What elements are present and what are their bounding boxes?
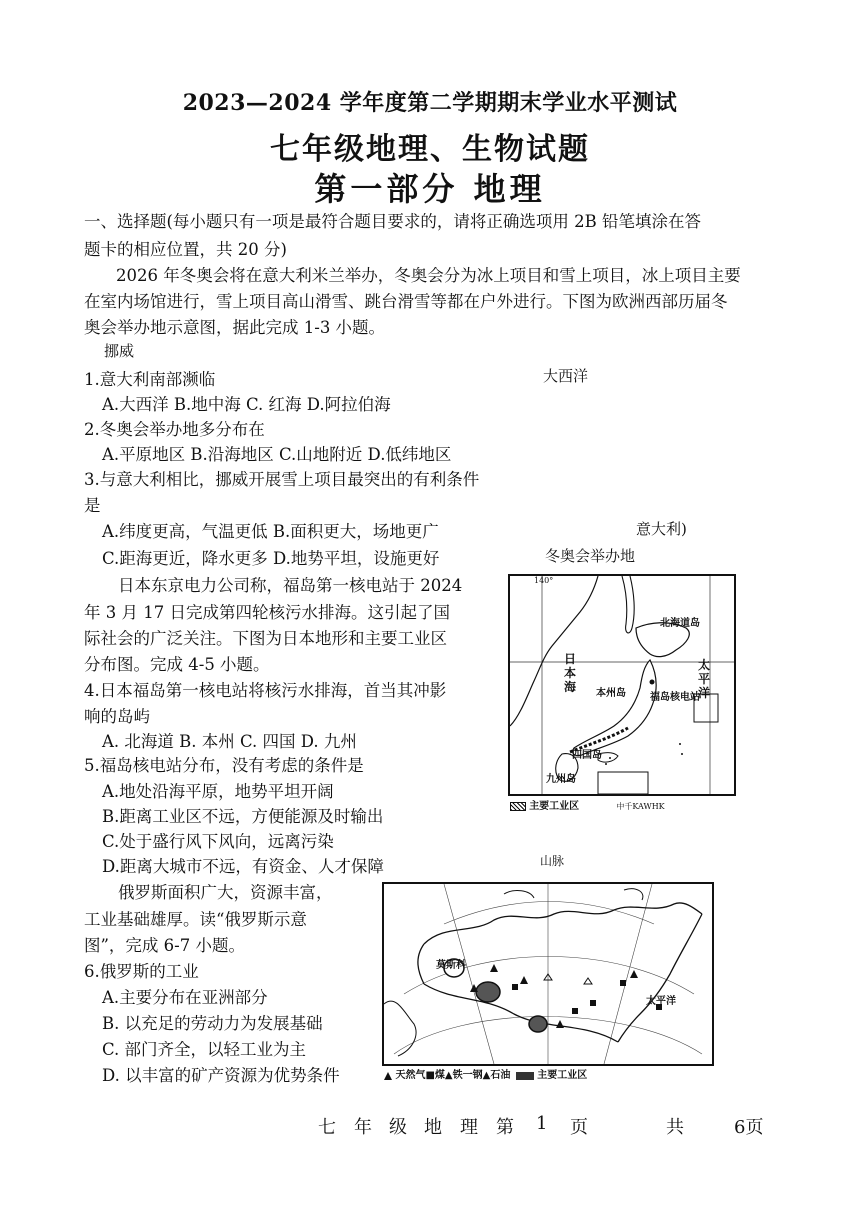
pacific-1: 太: [698, 658, 711, 672]
section-instruction-line2: 题卡的相应位置，共 20 分): [84, 240, 287, 259]
honshu-label: 本州岛: [596, 688, 626, 699]
sea-of-japan-2: 本: [564, 666, 577, 680]
q5-option-b: B.距离工业区不远，方便能源及时输出: [102, 807, 384, 826]
japan-map: [508, 574, 736, 796]
hokkaido-label: 北海道岛: [660, 618, 700, 629]
intro2-line2: 年 3 月 17 日完成第四轮核污水排海。这引起了国: [84, 603, 450, 622]
q2-options: A.平原地区 B.沿海地区 C.山地附近 D.低纬地区: [102, 445, 452, 464]
russia-map-graphic: [384, 884, 712, 1064]
q5-option-a: A.地处沿海平原，地势平坦开阔: [102, 782, 334, 801]
footer-c4: 理: [460, 1117, 478, 1138]
sea-of-japan-1: 日: [564, 652, 577, 666]
q5-option-d: D.距离大城市不远，有资金、人才保障: [102, 857, 384, 876]
map1-norway-label: 挪威: [104, 342, 135, 360]
pacific-2: 平: [698, 672, 711, 686]
q2-stem: 2.冬奥会举办地多分布在: [84, 420, 265, 439]
intro1-line3: 奥会举办地示意图，据此完成 1-3 小题。: [84, 318, 386, 337]
footer-total-pages: 6页: [734, 1117, 764, 1138]
intro3-line2: 工业基础雄厚。读“俄罗斯示意: [84, 910, 307, 929]
pacific-3: 洋: [698, 686, 711, 700]
q6-option-d: D. 以丰富的矿产资源为优势条件: [102, 1066, 340, 1085]
q4-stem-line1: 4.日本福岛第一核电站将核污水排海，首当其冲影: [84, 681, 447, 700]
gas-icon: [384, 1072, 392, 1080]
intro2-line1: 日本东京电力公司称，福岛第一核电站于 2024: [118, 576, 463, 595]
q6-option-b: B. 以充足的劳动力为发展基础: [102, 1014, 323, 1033]
russia-pacific-label: 太平洋: [646, 996, 676, 1007]
japan-lon-label: 140°: [534, 576, 554, 585]
q5-option-c: C.处于盛行风下风向，远离污染: [102, 832, 334, 851]
footer-page-number: 1: [536, 1113, 548, 1134]
intro3-line1: 俄罗斯面积广大，资源丰富，: [118, 883, 333, 902]
moscow-label: 莫斯科: [436, 960, 466, 971]
q4-options: A. 北海道 B. 本州 C. 四国 D. 九州: [102, 732, 357, 751]
q3-stem-line2: 是: [84, 496, 101, 515]
intro1-line1: 2026 年冬奥会将在意大利米兰举办，冬奥会分为冰上项目和雪上项目，冰上项目主要: [116, 266, 741, 285]
part-title: 第一部分 地理: [314, 170, 546, 208]
intro1-line2: 在室内场馆进行，雪上项目高山滑雪、跳台滑雪等都在户外进行。下图为欧洲西部历届冬: [84, 292, 728, 311]
footer-c5: 第: [496, 1117, 514, 1138]
q3-stem-line1: 3.与意大利相比，挪威开展雪上项目最突出的有利条件: [84, 470, 480, 489]
q3-options-cd: C.距海更近，降水更多 D.地势平坦，设施更好: [102, 549, 440, 568]
sea-of-japan-3: 海: [564, 680, 577, 694]
q6-option-a: A.主要分布在亚洲部分: [102, 988, 268, 1007]
section-instruction-line1: 一、选择题(每小题只有一项是最符合题目要求的，请将正确选项用 2B 铅笔填涂在答: [84, 212, 702, 231]
exam-title: 2023—2024 学年度第二学期期末学业水平测试: [182, 90, 678, 116]
footer-c0: 七: [318, 1117, 336, 1138]
mountain-label: 山脉: [540, 854, 565, 868]
shikoku-label: 四国岛: [572, 750, 602, 761]
q1-stem: 1.意大利南部濒临: [84, 370, 216, 389]
footer-total-label: 共: [666, 1117, 684, 1138]
q3-options-ab: A.纬度更高，气温更低 B.面积更大，场地更广: [102, 522, 439, 541]
footer-c3: 地: [424, 1117, 442, 1138]
q1-options: A.大西洋 B.地中海 C. 红海 D.阿拉伯海: [102, 395, 391, 414]
q5-stem: 5.福岛核电站分布，没有考虑的条件是: [84, 756, 364, 775]
industrial-zone-icon: [510, 802, 526, 811]
intro2-line4: 分布图。完成 4-5 小题。: [84, 655, 270, 674]
map1-italy-label: 意大利): [636, 520, 687, 538]
footer-c1: 年: [354, 1117, 372, 1138]
japan-legend: 主要工业区 中千KAWHK: [510, 797, 665, 812]
russia-map: [382, 882, 714, 1066]
q4-stem-line2: 响的岛屿: [84, 707, 150, 726]
exam-subtitle: 七年级地理、生物试题: [270, 132, 590, 167]
russia-legend: 天然气■煤▲铁一钢▲石油 主要工业区: [384, 1066, 587, 1081]
fukushima-label: 福岛核电站: [650, 692, 700, 703]
footer-c7: 页: [570, 1117, 588, 1138]
kyushu-label: 九州岛: [546, 774, 576, 785]
intro2-line3: 际社会的广泛关注。下图为日本地形和主要工业区: [84, 629, 447, 648]
map1-caption: 冬奥会举办地: [545, 547, 636, 565]
footer-c2: 级: [389, 1117, 407, 1138]
intro3-line3: 图”，完成 6-7 小题。: [84, 936, 245, 955]
q6-option-c: C. 部门齐全，以轻工业为主: [102, 1040, 307, 1059]
russia-industrial-icon: [516, 1072, 534, 1080]
map1-atlantic-label: 大西洋: [543, 367, 589, 385]
q6-stem: 6.俄罗斯的工业: [84, 962, 199, 981]
